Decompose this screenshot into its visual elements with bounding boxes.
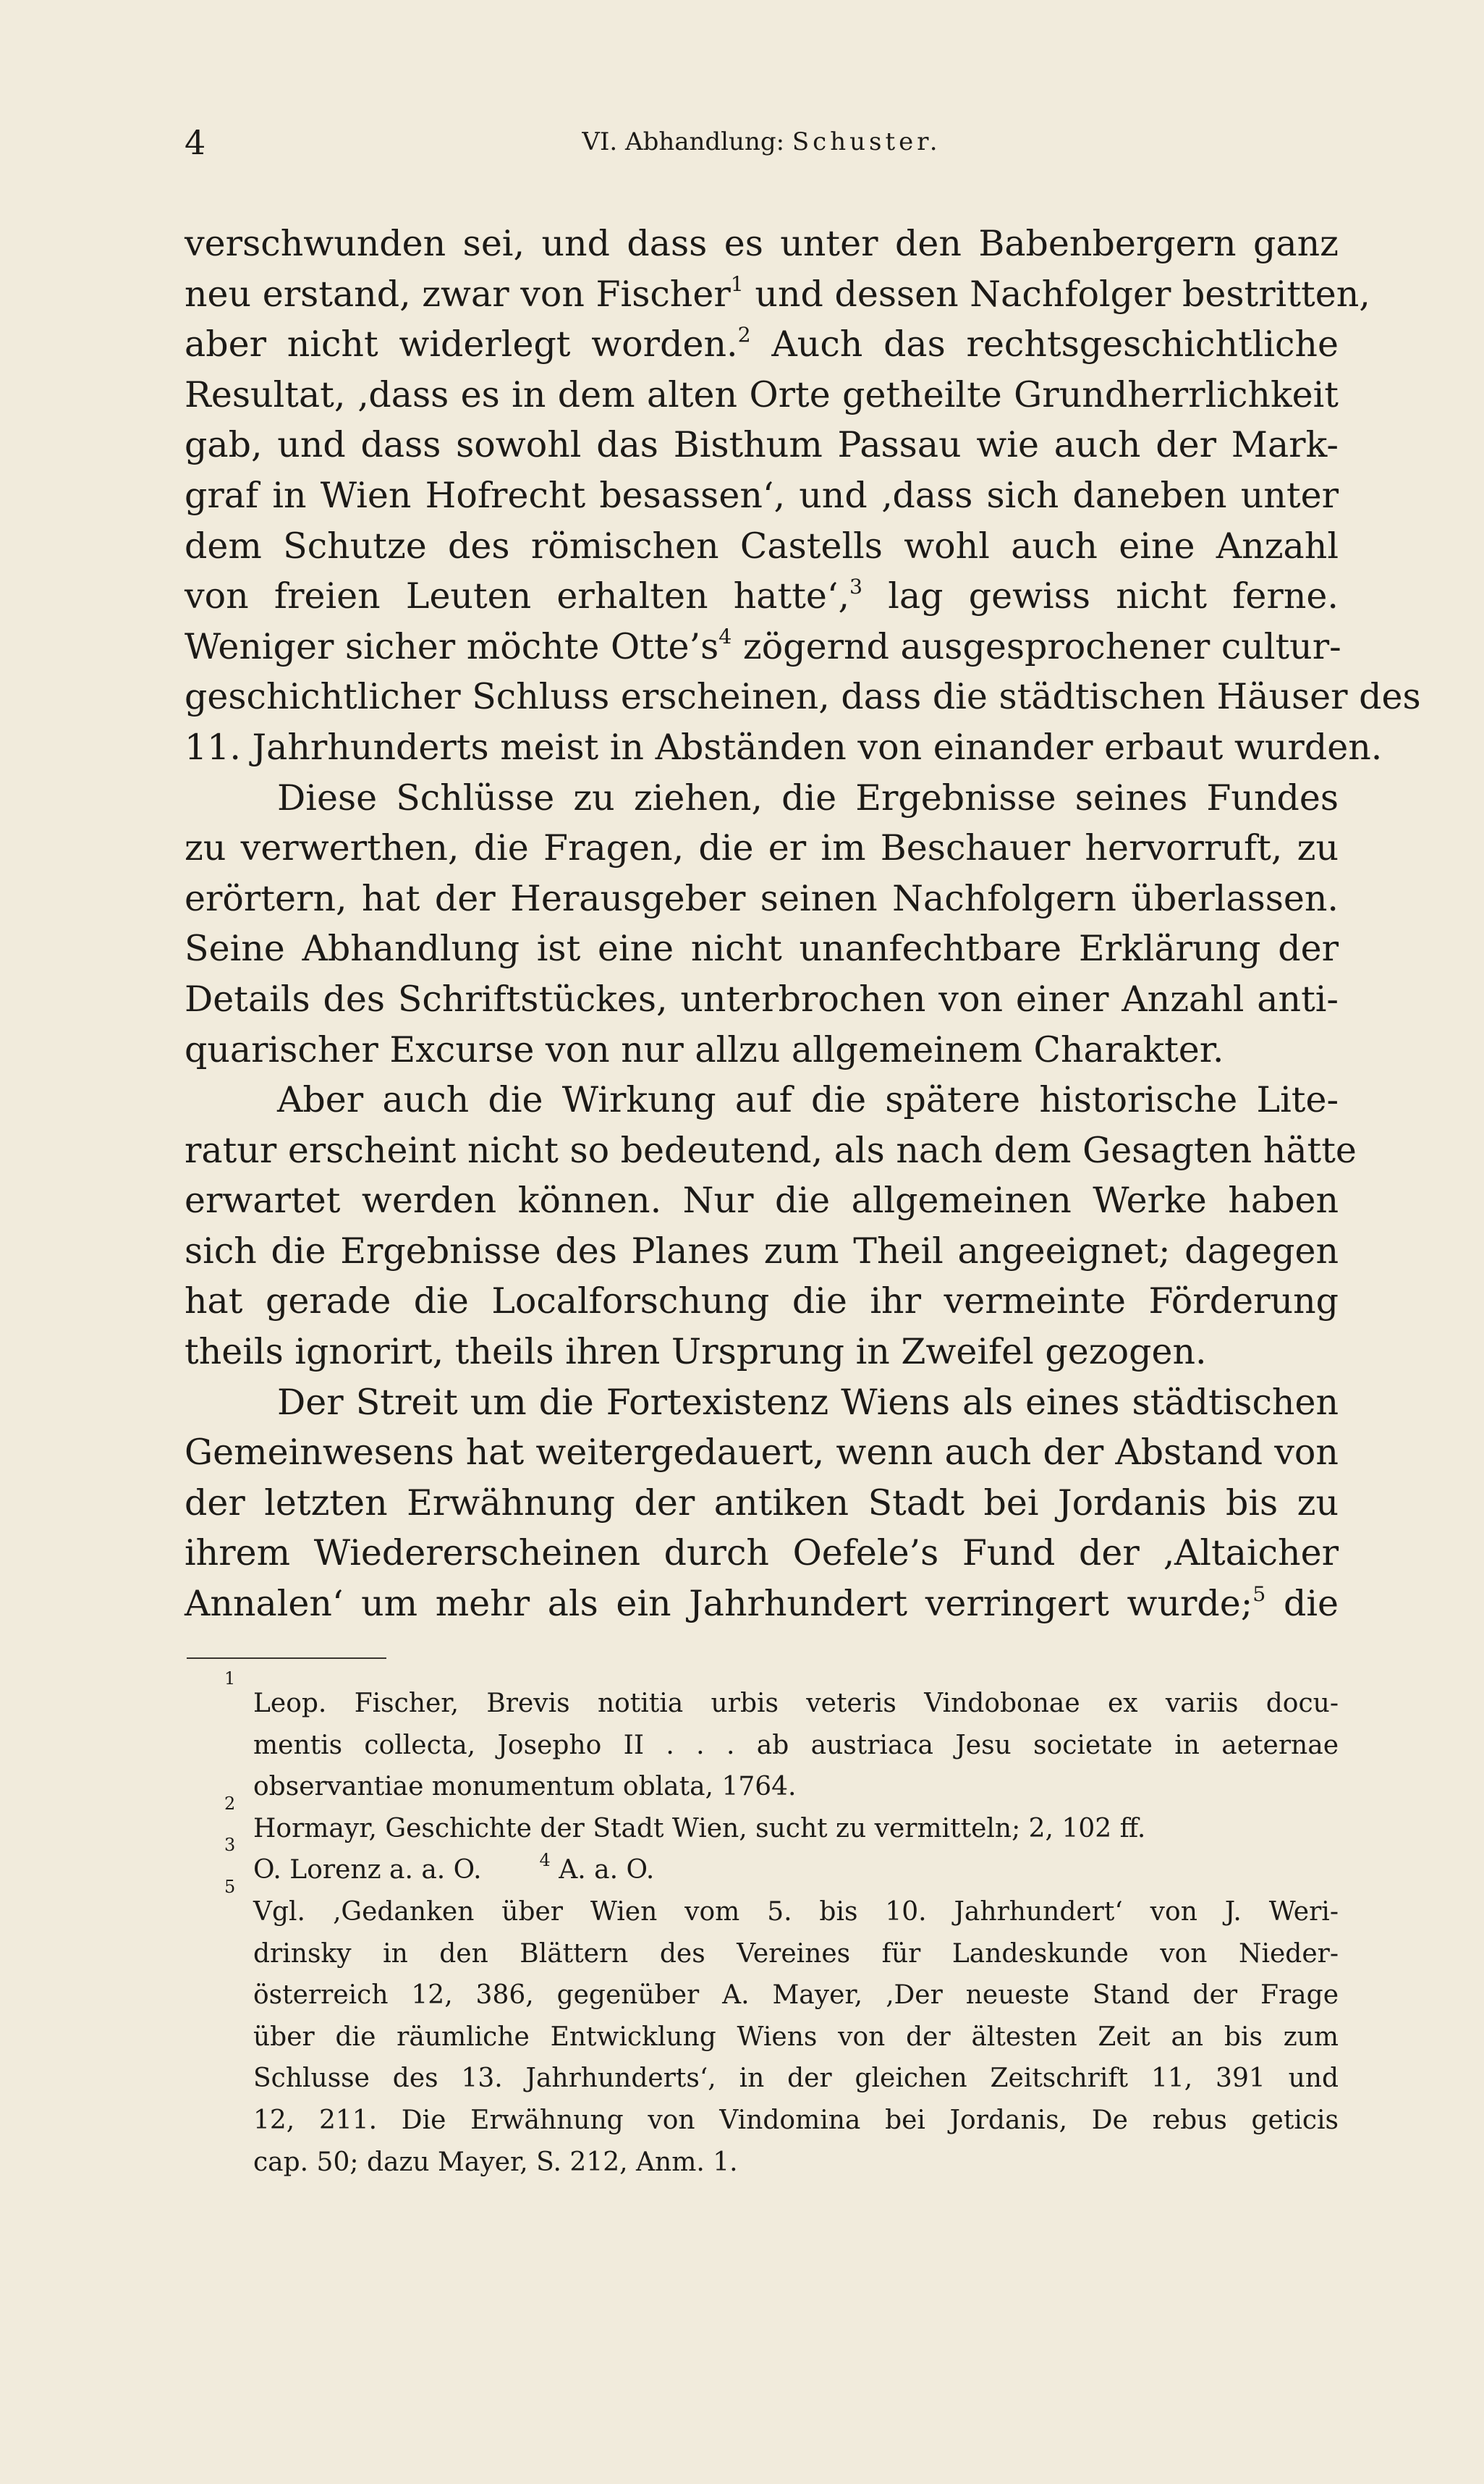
text-line xyxy=(185,521,1339,572)
text-line xyxy=(185,1377,1339,1428)
footnote-reference: 4 xyxy=(718,625,732,649)
footnote-text: 12, 211. Die Erwähnung von Vindomina bei Jordanis, De rebus geticis xyxy=(253,2105,1339,2135)
text-line xyxy=(185,571,1339,622)
footnote-line xyxy=(187,2016,1339,2058)
footnote xyxy=(187,1835,1339,1891)
text-line xyxy=(185,1579,1339,1629)
footnote-line xyxy=(187,1933,1339,1975)
text-line xyxy=(185,1427,1339,1478)
running-head-author: Schuster. xyxy=(792,127,941,156)
text-line-segment: gab, und dass sowohl das Bisthum Passau wie auch der Mark- xyxy=(185,424,1339,466)
text-line-segment: theils ignorirt, theils ihren Ursprung in Zweifel gezogen. xyxy=(185,1331,1207,1373)
text-line-segment: zu verwerthen, die Fragen, die er im Beschauer hervorruft, zu xyxy=(185,827,1339,869)
footnote-text: cap. 50; dazu Mayer, S. 212, Anm. 1. xyxy=(253,2147,738,2177)
text-line-segment: graf in Wien Hofrecht besassen‘, und ‚dass sich daneben unter xyxy=(185,474,1339,516)
text-line-segment: erörtern, hat der Herausgeber seinen Nachfolgern überlassen. xyxy=(185,877,1339,919)
text-line xyxy=(185,1276,1339,1327)
footnote-reference: 1 xyxy=(730,272,744,297)
text-line-segment: und dessen Nachfolger bestritten, xyxy=(743,273,1370,315)
text-line-segment: Gemeinwesens hat weitergedauert, wenn auch der Abstand von xyxy=(185,1432,1339,1474)
footnote xyxy=(187,1793,1339,1850)
footnote-line xyxy=(187,1725,1339,1767)
main-text xyxy=(185,219,1421,1629)
text-line-segment: Seine Abhandlung ist eine nicht unanfechtbare Erklärung der xyxy=(185,928,1339,970)
text-line xyxy=(185,773,1339,824)
footnote-text: O. Lorenz a. a. O. xyxy=(253,1855,482,1885)
text-line xyxy=(185,1025,1339,1076)
text-line xyxy=(185,420,1339,470)
text-line xyxy=(185,1075,1339,1125)
footnote-text: Schlusse des 13. Jahrhunderts‘, in der gleichen Zeitschrift 11, 391 und xyxy=(253,2063,1339,2094)
text-line xyxy=(185,722,1383,773)
text-line-segment: Resultat, ‚dass es in dem alten Orte getheilte Grundherrlichkeit xyxy=(185,373,1339,415)
text-line-segment: die xyxy=(1265,1583,1339,1625)
footnote-line: 1 Leop. Fischer, Brevis notitia urbis veteris Vindobonae ex variis docu- xyxy=(224,1668,1339,1718)
text-line-segment: Diese Schlüsse zu ziehen, die Ergebnisse seines Fundes xyxy=(277,777,1339,819)
footnote-text: Vgl. ‚Gedanken über Wien vom 5. bis 10. Jahrhundert‘ von J. Weri- xyxy=(253,1896,1339,1927)
footnotes xyxy=(187,1668,1339,2183)
footnote xyxy=(187,1668,1339,1808)
text-line xyxy=(185,1327,1339,1377)
text-line-segment: der letzten Erwähnung der antiken Stadt bei Jordanis bis zu xyxy=(185,1482,1339,1524)
text-line-segment: neu erstand, zwar von Fischer xyxy=(185,273,731,315)
footnote-line xyxy=(187,1974,1339,2016)
text-line-segment: quarischer Excurse von nur allzu allgemeinem Charakter. xyxy=(185,1028,1224,1070)
text-line-segment: Annalen‘ um mehr als ein Jahrhundert verringert wurde; xyxy=(185,1583,1253,1625)
text-line-segment: geschichtlicher Schluss erscheinen, dass die städtischen Häuser des xyxy=(185,676,1421,718)
text-line xyxy=(185,1125,1357,1176)
footnote-rule xyxy=(187,1657,386,1659)
text-line-segment: Auch das rechtsgeschichtliche xyxy=(750,324,1339,366)
footnote-text: über die räumliche Entwicklung Wiens von der ältesten Zeit an bis zum xyxy=(253,2022,1339,2052)
footnote-line xyxy=(187,2100,1339,2142)
text-line xyxy=(185,974,1339,1025)
text-line xyxy=(185,874,1339,924)
footnote-text: Hormayr, Geschichte der Stadt Wien, sucht zu vermitteln; 2, 102 ff. xyxy=(253,1813,1146,1843)
text-line-segment: 11. Jahrhunderts meist in Abständen von einander erbaut wurden. xyxy=(185,726,1383,768)
text-line xyxy=(185,370,1339,421)
text-line xyxy=(185,470,1339,521)
footnote-reference: 2 xyxy=(737,322,751,347)
text-line-segment: verschwunden sei, und dass es unter den Babenbergern ganz xyxy=(185,223,1339,264)
running-head xyxy=(185,127,1339,156)
footnote-reference: 3 xyxy=(849,574,863,599)
text-line-segment: ratur erscheint nicht so bedeutend, als nach dem Gesagten hätte xyxy=(185,1129,1357,1171)
text-line xyxy=(185,269,1370,320)
footnote-text: A. a. O. xyxy=(559,1855,655,1885)
footnote-line: 3 O. Lorenz a. a. O. $^4$ A. a. O. xyxy=(224,1835,655,1885)
text-line xyxy=(185,1226,1339,1277)
footnote-line: 5 Vgl. ‚Gedanken über Wien vom 5. bis 10. Jahrhundert‘ von J. Weri- xyxy=(224,1876,1339,1927)
page-header xyxy=(185,123,1339,174)
text-line xyxy=(185,924,1339,974)
text-line xyxy=(185,219,1339,269)
text-line-segment: Aber auch die Wirkung auf die spätere historische Lite- xyxy=(277,1079,1339,1121)
spacer xyxy=(551,1855,559,1885)
text-line-segment: aber nicht widerlegt worden. xyxy=(185,324,738,366)
footnote-line: 2 Hormayr, Geschichte der Stadt Wien, sucht zu vermitteln; 2, 102 ff. xyxy=(224,1793,1146,1843)
footnote-line xyxy=(187,1766,1339,1808)
text-line xyxy=(185,1478,1339,1529)
footnote-reference: 5 xyxy=(1252,1581,1266,1606)
footnote-line xyxy=(187,2142,1339,2184)
text-line xyxy=(185,823,1339,874)
footnote xyxy=(187,1876,1339,2183)
text-line-segment: dem Schutze des römischen Castells wohl auch eine Anzahl xyxy=(185,525,1339,567)
footnote-number: 4 xyxy=(539,1850,551,1871)
text-line-segment: Der Streit um die Fortexistenz Wiens als eines städtischen xyxy=(277,1381,1339,1423)
text-line xyxy=(185,1175,1339,1226)
text-line-segment: zögernd ausgesprochener cultur- xyxy=(732,625,1341,667)
footnote-text: Leop. Fischer, Brevis notitia urbis veteris Vindobonae ex variis docu- xyxy=(253,1689,1339,1718)
text-line-segment: lag gewiss nicht ferne. xyxy=(862,575,1339,617)
text-line-segment: Details des Schriftstückes, unterbrochen von einer Anzahl anti- xyxy=(185,978,1339,1020)
text-line-segment: erwartet werden können. Nur die allgemeinen Werke haben xyxy=(185,1180,1339,1222)
text-line-segment: ihrem Wiedererscheinen durch Oefele’s Fund der ‚Altaicher xyxy=(185,1532,1339,1574)
page-number: 4 xyxy=(185,123,206,162)
footnote-text: österreich 12, 386, gegenüber A. Mayer, ‚Der neueste Stand der Frage xyxy=(253,1980,1339,2011)
text-line xyxy=(185,672,1421,722)
footnote-text: drinsky in den Blättern des Vereines für Landeskunde von Nieder- xyxy=(253,1938,1339,1969)
running-head-title: VI. Abhandlung: xyxy=(582,127,785,156)
footnote-line xyxy=(187,2058,1339,2100)
text-line-segment: Weniger sicher möchte Otte’s xyxy=(185,625,719,667)
text-line-segment: sich die Ergebnisse des Planes zum Theil angeeignet; dagegen xyxy=(185,1230,1339,1272)
text-line xyxy=(185,1528,1339,1579)
text-line-segment: von freien Leuten erhalten hatte‘, xyxy=(185,575,850,617)
text-line xyxy=(185,319,1339,370)
footnote-text: observantiae monumentum oblata, 1764. xyxy=(253,1772,797,1802)
footnote-text: mentis collecta, Josepho II . . . ab austriaca Jesu societate in aeternae xyxy=(253,1730,1339,1760)
text-line xyxy=(185,622,1339,672)
text-line-segment: hat gerade die Localforschung die ihr vermeinte Förderung xyxy=(185,1280,1339,1322)
